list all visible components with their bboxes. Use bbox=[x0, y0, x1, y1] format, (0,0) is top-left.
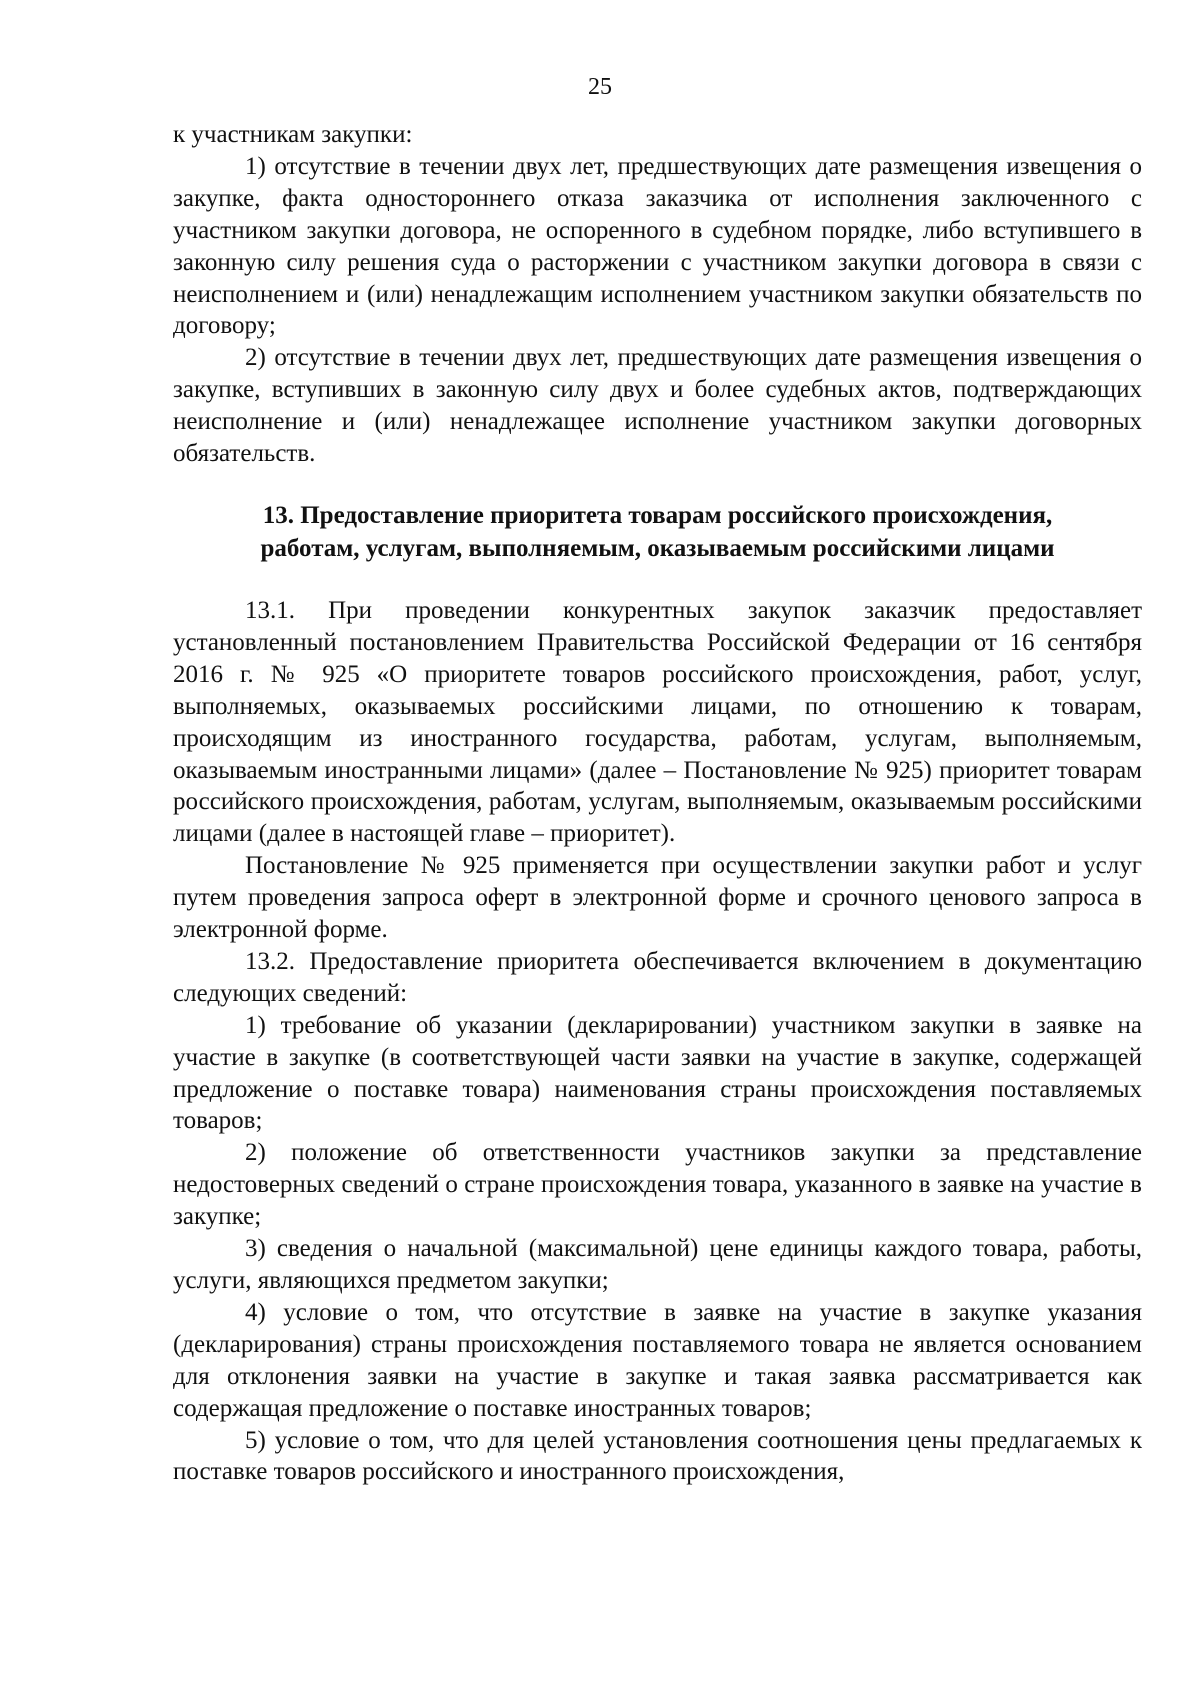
page-number: 25 bbox=[588, 74, 612, 100]
paragraph-resolution-925: Постановление № 925 применяется при осуществлении закупки работ и услуг путем проведения запроса оферт в электронной форме и срочного ценового запроса в электронной форме. bbox=[173, 852, 1142, 944]
document-body bbox=[173, 119, 1142, 1488]
paragraph-item-2: 2) положение об ответственности участников закупки за представление недостоверных сведений о стране происхождения товара, указанного в заявке на участие в закупке; bbox=[173, 1139, 1142, 1231]
section-title-line-1: 13. Предоставление приоритета товарам российского происхождения, bbox=[262, 501, 1053, 529]
paragraph-requirement-2: 2) отсутствие в течении двух лет, предшествующих дате размещения извещения о закупке, вступивших в законную силу двух и более судебных актов, подтверждающих неисполнение и (или) ненадлежащее исполнение участником закупки договорных обязательств. bbox=[173, 344, 1142, 468]
section-title-line-2: работам, услугам, выполняемым, оказываемым российскими лицами bbox=[260, 534, 1055, 562]
paragraph-item-3: 3) сведения о начальной (максимальной) цене единицы каждого товара, работы, услуги, являющихся предметом закупки; bbox=[173, 1235, 1142, 1294]
section-13-title bbox=[173, 499, 1142, 565]
paragraph-requirement-1: 1) отсутствие в течении двух лет, предшествующих дате размещения извещения о закупке, факта одностороннего отказа заказчика от исполнения заключенного с участником закупки договора, не оспоренного в судебном порядке, либо вступившего в законную силу решения суда о расторжении с участником закупки договора в связи с неисполнением и (или) ненадлежащим исполнением участником закупки обязательств по договору; bbox=[173, 152, 1142, 340]
paragraph-item-1: 1) требование об указании (декларировании) участником закупки в заявке на участие в закупке (в соответствующей части заявки на участие в закупке, содержащей предложение о поставке товара) наименования страны происхождения поставляемых товаров; bbox=[173, 1011, 1142, 1135]
paragraph-13-2: 13.2. Предоставление приоритета обеспечивается включением в документацию следующих сведений: bbox=[173, 947, 1142, 1007]
paragraph-item-5: 5) условие о том, что для целей установления соотношения цены предлагаемых к поставке товаров российского и иностранного происхождения, bbox=[173, 1426, 1142, 1486]
paragraph-13-1: 13.1. При проведении конкурентных закупок заказчик предоставляет установленный постановлением Правительства Российской Федерации от 16 сентября 2016 г. № 925 «О приоритете товаров российского происхождения, работ, услуг, выполняемых, оказываемых российскими лицами, по отношению к товарам, происходящим из иностранного государства, работам, услугам, выполняемым, оказываемым иностранными лицами» (далее – Постановление № 925) приоритет товарам российского происхождения, работам, услугам, выполняемым, оказываемым российскими лицами (далее в настоящей главе – приоритет). bbox=[173, 596, 1142, 848]
paragraph-item-4: 4) условие о том, что отсутствие в заявке на участие в закупке указания (декларирования) страны происхождения поставляемого товара не является основанием для отклонения заявки на участие в закупке и такая заявка рассматривается как содержащая предложение о поставке иностранных товаров; bbox=[173, 1298, 1142, 1422]
paragraph-intro: к участникам закупки: bbox=[173, 121, 413, 148]
